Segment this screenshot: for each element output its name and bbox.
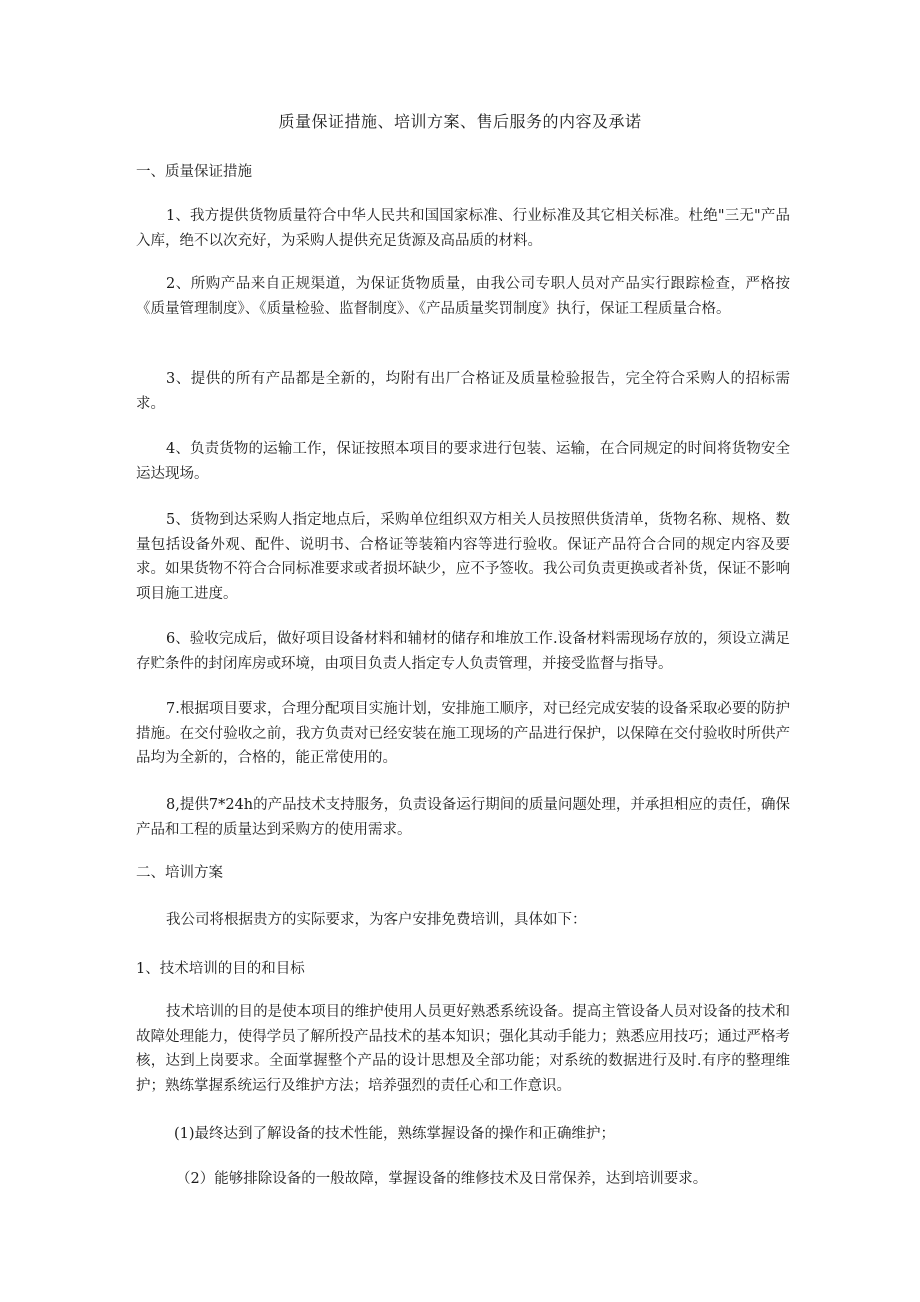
training-intro: 我公司将根据贵方的实际要求，为客户安排免费培训，具体如下： xyxy=(166,912,587,928)
quality-item-8: 8,提供7*24h的产品技术支持服务，负责设备运行期间的质量问题处理，并承担相应的责任，确保产品和工程的质量达到采购方的使用需求。 xyxy=(136,797,790,838)
quality-item-7: 7.根据项目要求，合理分配项目实施计划，安排施工顺序，对已经完成安装的设备采取必要的防护措施。在交付验收之前，我方负责对已经安装在施工现场的产品进行保护，以保障在交付验收时所供产品均为全新的，合格的，能正常使用的。 xyxy=(136,701,790,766)
quality-item-6: 6、验收完成后，做好项目设备材料和辅材的储存和堆放工作.设备材料需现场存放的，须设立满足存贮条件的封闭库房或环境，由项目负责人指定专人负责管理，并接受监督与指导。 xyxy=(136,631,790,672)
training-goal-2: （2）能够排除设备的一般故障，掌握设备的维修技术及日常保养，达到培训要求。 xyxy=(176,1171,708,1187)
quality-item-4: 4、负责货物的运输工作，保证按照本项目的要求进行包装、运输，在合同规定的时间将货物安全运达现场。 xyxy=(136,441,790,482)
training-sub-heading: 1、技术培训的目的和目标 xyxy=(136,961,305,977)
section-heading-training: 二、培训方案 xyxy=(136,865,223,881)
quality-item-3: 3、提供的所有产品都是全新的，均附有出厂合格证及质量检验报告，完全符合采购人的招标需求。 xyxy=(136,371,790,412)
quality-item-2: 2、所购产品来自正规渠道，为保证货物质量，由我公司专职人员对产品实行跟踪检查，严格按《质量管理制度》、《质量检验、监督制度》、《产品质量奖罚制度》执行，保证工程质量合格。 xyxy=(136,276,790,317)
quality-item-1: 1、我方提供货物质量符合中华人民共和国国家标准、行业标准及其它相关标准。杜绝"三无"产品入库，绝不以次充好，为采购人提供充足货源及高品质的材料。 xyxy=(136,208,790,249)
section-heading-quality: 一、质量保证措施 xyxy=(136,164,252,180)
training-goal-1: (1)最终达到了解设备的技术性能，熟练掌握设备的操作和正确维护； xyxy=(174,1126,616,1142)
document-title: 质量保证措施、培训方案、售后服务的内容及承诺 xyxy=(278,112,642,131)
quality-item-5: 5、货物到达采购人指定地点后，采购单位组织双方相关人员按照供货清单，货物名称、规格、数量包括设备外观、配件、说明书、合格证等装箱内容等进行验收。保证产品符合合同的规定内容及要求。如果货物不符合合同标准要求或者损坏缺少，应不予签收。我公司负责更换或者补货，保证不影响项目施工进度。 xyxy=(136,512,790,602)
training-purpose-text: 技术培训的目的是使本项目的维护使用人员更好熟悉系统设备。提高主管设备人员对设备的技术和故障处理能力，使得学员了解所投产品技术的基本知识；强化其动手能力；熟悉应用技巧；通过严格考核，达到上岗要求。全面掌握整个产品的设计思想及全部功能；对系统的数据进行及时.有序的整理维护；熟练掌握系统运行及维护方法；培养强烈的责任心和工作意识。 xyxy=(136,1004,790,1094)
